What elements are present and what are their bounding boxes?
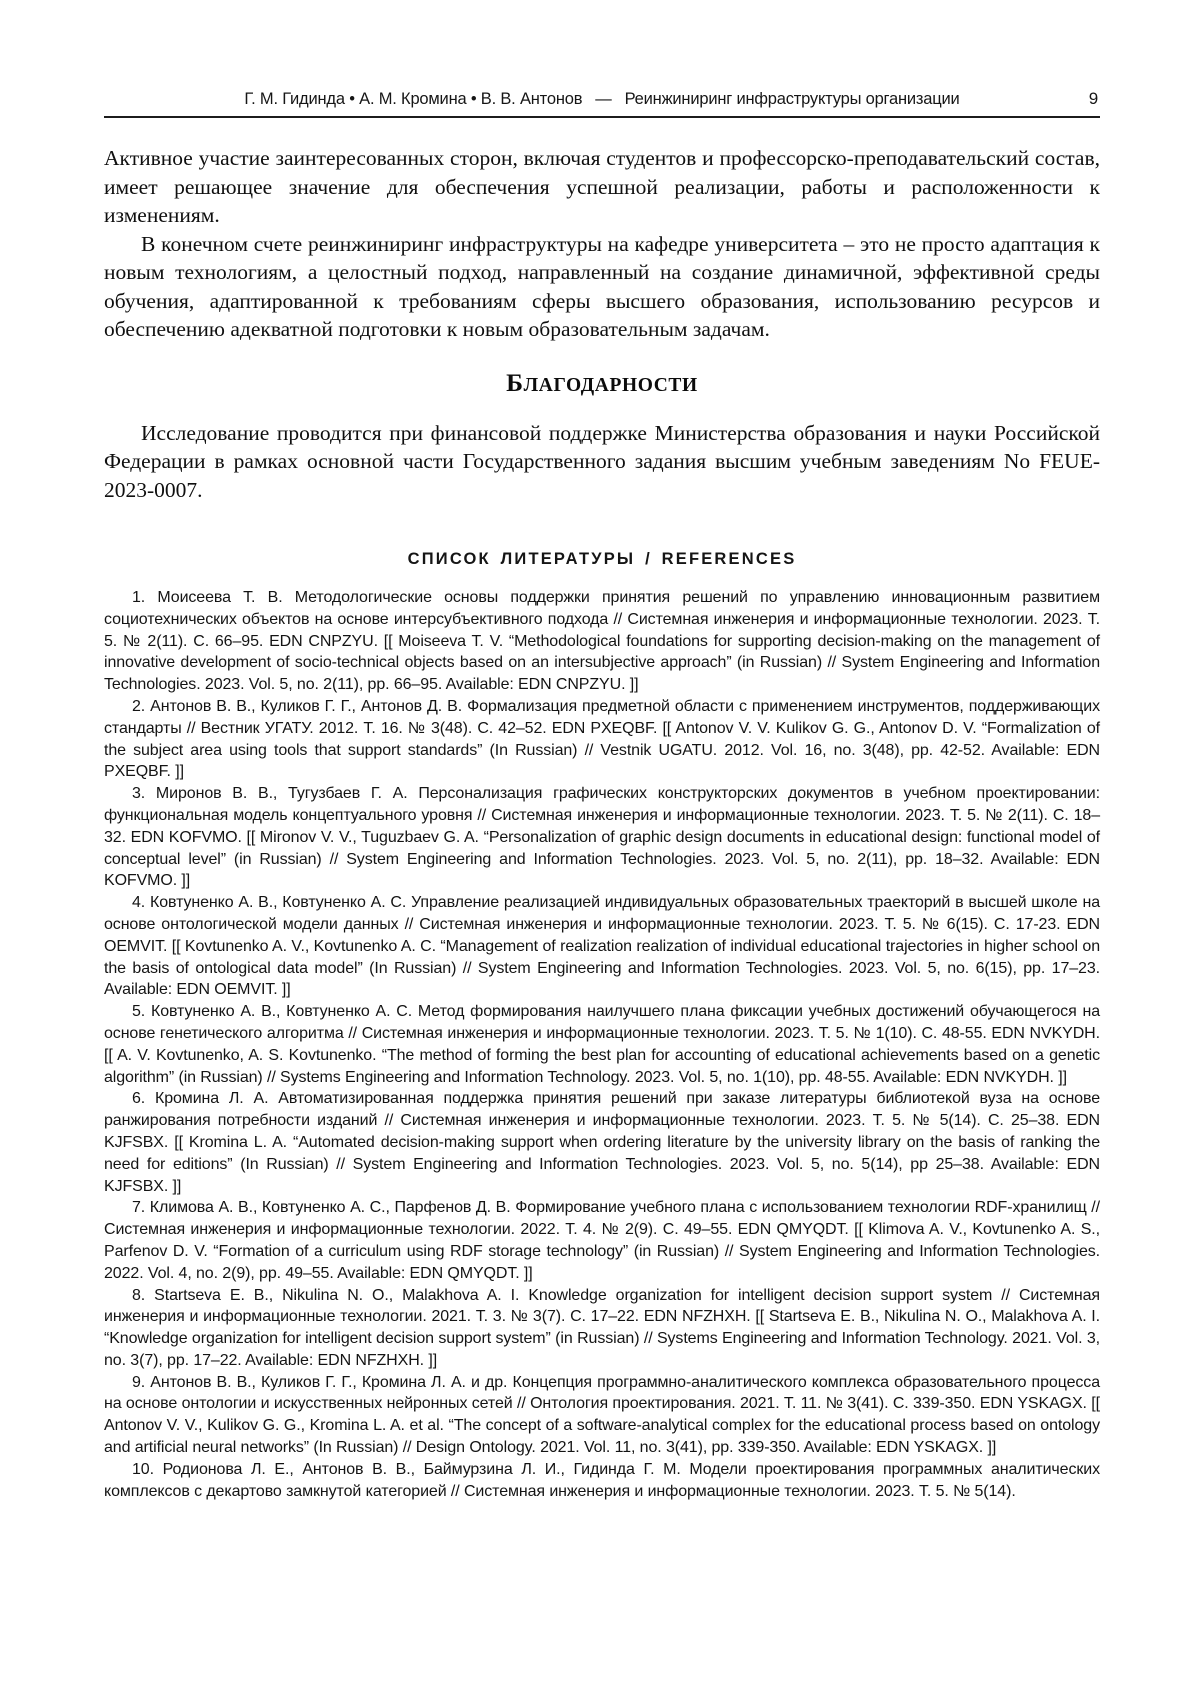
running-head-authors: Г. М. Гидинда • А. М. Кромина • В. В. Антонов [244,90,583,108]
reference-item: 5. Ковтуненко А. В., Ковтуненко А. С. Метод формирования наилучшего плана фиксации учебных достижений обучающегося на основе генетического алгоритма // Системная инженерия и информационные технологии. 2023. Т. 5. № 1(10). С. 48-55. EDN NVKYDH. [[ A. V. Kovtunenko, A. S. Kovtunenko. “The method of forming the best plan for accounting of educational achievements based on a genetic algorithm” (in Russian) // Systems Engineering and Information Technology. 2023. Vol. 5, no. 1(10), pp. 48-55. Available: EDN NVKYDH. ]] [104,1003,1100,1086]
running-header [104,90,1100,118]
running-head-separator: — [595,90,612,108]
acknowledgments-text: Исследование проводится при финансовой поддержке Министерства образования и науки Российской Федерации в рамках основной части Государственного задания высшим учебным заведениям No FEUE-2023-0007. [104,420,1100,502]
references-list [104,587,1100,1502]
reference-item: 8. Startseva E. B., Nikulina N. O., Malakhova A. I. Knowledge organization for intelligent decision support system // Системная инженерия и информационные технологии. 2021. Т. 3. № 3(7). С. 17–22. EDN NFZHXH. [[ Startseva E. B., Nikulina N. O., Malakhova A. I. “Knowledge organization for intelligent decision support system” (in Russian) // Systems Engineering and Information Technology. 2021. Vol. 3, no. 3(7), pp. 17–22. Available: EDN NFZHXH. ]] [104,1286,1100,1369]
running-head-title: Реинжиниринг инфраструктуры организации [624,90,960,108]
body-paragraph: В конечном счете реинжиниринг инфраструктуры на кафедре университета – это не просто адаптация к новым технологиям, а целостный подход, направленный на создание динамичной, эффективной среды обучения, адаптированной к требованиям сферы высшего образования, использованию ресурсов и обеспечению адекватной подготовки к новым образовательным задачам. [104,231,1100,341]
references-heading: СПИСОК ЛИТЕРАТУРЫ / REFERENCES [407,550,797,568]
acknowledgments-heading: БЛАГОДАРНОСТИ [506,367,698,397]
reference-item: 4. Ковтуненко А. В., Ковтуненко А. С. Управление реализацией индивидуальных образовательных траекторий в высшей школе на основе онтологической модели данных // Системная инженерия и информационные технологии. 2023. Т. 5. № 6(15). С. 17-23. EDN OEMVIT. [[ Kovtunenko A. V., Kovtunenko A. C. “Management of realization realization of individual educational trajectories in higher school on the basis of ontological data model” (In Russian) // System Engineering and Information Technologies. 2023. Vol. 5, no. 6(15), pp. 17–23. Available: EDN OEMVIT. ]] [104,894,1100,999]
reference-item: 3. Миронов В. В., Тугузбаев Г. А. Персонализация графических конструкторских документов в учебном проектировании: функциональная модель концептуального уровня // Системная инженерия и информационные технологии. 2023. Т. 5. № 2(11). С. 18–32. EDN KOFVMO. [[ Mironov V. V., Tuguzbaev G. A. “Personalization of graphic design documents in educational design: functional model of conceptual level” (in Russian) // System Engineering and Information Technologies. 2023. Vol. 5, no. 2(11), pp. 18–32. Available: EDN KOFVMO. ]] [104,785,1100,890]
reference-item: 6. Кромина Л. А. Автоматизированная поддержка принятия решений при заказе литературы библиотекой вуза на основе ранжирования потребности изданий // Системная инженерия и информационные технологии. 2023. Т. 5. № 5(14). С. 25–38. EDN KJFSBX. [[ Kromina L. A. “Automated decision-making support when ordering literature by the university library on the basis of ranking the need for editions” (In Russian) // System Engineering and Information Technologies. 2023. Vol. 5, no. 5(14), pp 25–38. Available: EDN KJFSBX. ]] [104,1090,1100,1195]
reference-item: 2. Антонов В. В., Куликов Г. Г., Антонов Д. В. Формализация предметной области с применением инструментов, поддерживающих стандарты // Вестник УГАТУ. 2012. Т. 16. № 3(48). С. 42–52. EDN PXEQBF. [[ Antonov V. V. Kulikov G. G., Antonov D. V. “Formalization of the subject area using tools that support standards” (In Russian) // Vestnik UGATU. 2012. Vol. 16, no. 3(48), pp. 42-52. Available: EDN PXEQBF. ]] [104,697,1100,781]
reference-item: 7. Климова А. В., Ковтуненко А. С., Парфенов Д. В. Формирование учебного плана с использованием технологии RDF-хранилищ // Системная инженерия и информационные технологии. 2022. Т. 4. № 2(9). С. 49–55. EDN QMYQDT. [[ Klimova A. V., Kovtunenko A. S., Parfenov D. V. “Formation of a curriculum using RDF storage technology” (in Russian) // System Engineering and Information Technologies. 2022. Vol. 4, no. 2(9), pp. 49–55. Available: EDN QMYQDT. ]] [104,1199,1100,1282]
body-paragraph: Активное участие заинтересованных сторон, включая студентов и профессорско-преподавательский состав, имеет решающее значение для обеспечения успешной реализации, работы и расположенности к изменениям. [104,146,1100,227]
reference-item: 1. Моисеева Т. В. Методологические основы поддержки принятия решений по управлению инновационным развитием социотехнических объектов на основе интерсубъективного подхода // Системная инженерия и информационные технологии. 2023. Т. 5. № 2(11). С. 66–95. EDN CNPZYU. [[ Moiseeva T. V. “Methodological foundations for supporting decision-making on the management of innovative development of socio-technical objects based on an intersubjective approach” (in Russian) // System Engineering and Information Technologies. 2023. Vol. 5, no. 2(11), pp. 66–95. Available: EDN CNPZYU. ]] [104,589,1100,694]
page-content [104,144,1100,1502]
reference-item: 10. Родионова Л. Е., Антонов В. В., Баймурзина Л. И., Гидинда Г. М. Модели проектирования программных аналитических комплексов с декартово замкнутой категорией // Системная инженерия и информационные технологии. 2023. Т. 5. № 5(14). [104,1460,1100,1500]
reference-item: 9. Антонов В. В., Куликов Г. Г., Кромина Л. А. и др. Концепция программно-аналитического комплекса образовательного процесса на основе онтологии и искусственных нейронных сетей // Онтология проектирования. 2021. Т. 11. № 3(41). С. 339-350. EDN YSKAGX. [[ Antonov V. V., Kulikov G. G., Kromina L. A. et al. “The concept of a software-analytical complex for the educational process based on ontology and artificial neural networks” (In Russian) // Design Ontology. 2021. Vol. 11, no. 3(41), pp. 339-350. Available: EDN YSKAGX. ]] [104,1373,1100,1457]
page-number: 9 [1088,89,1098,108]
